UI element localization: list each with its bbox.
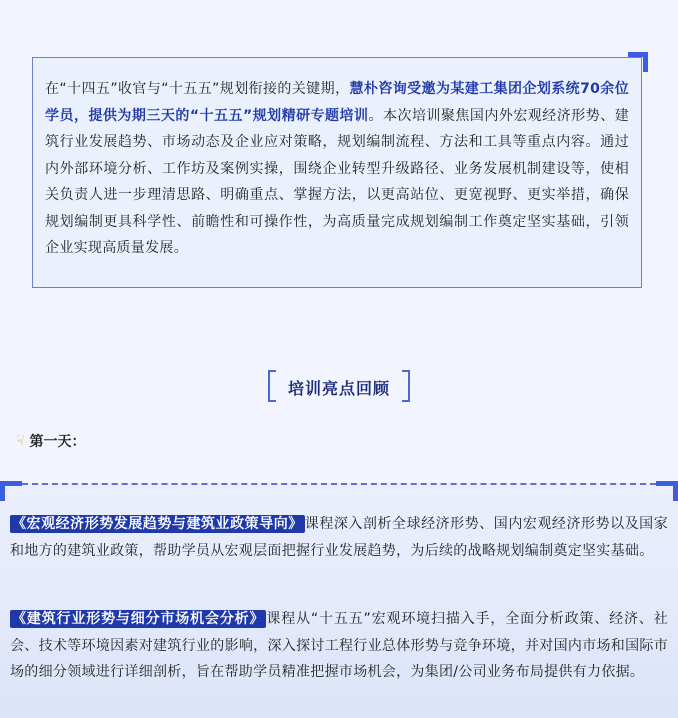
intro-corner-decoration bbox=[628, 52, 648, 72]
day-heading bbox=[16, 431, 86, 451]
section-header bbox=[262, 370, 416, 404]
intro-text-part2: 。本次培训聚焦国内外宏观经济形势、建筑行业发展趋势、市场动态及企业应对策略，规划编制流程、方法和工具等重点内容。通过内外部环境分析、工作坊及案例实操，围绕企业转型升级路径、业务发展机制建设等，使相关负责人进一步理清思路、明确重点、掌握方法，以更高站位、更宽视野、更实举措，确保规划编制更具科学性、前瞻性和可操作性，为高质量完成规划编制工作奠定坚实基础，引领企业实现高质量发展。 bbox=[45, 107, 629, 256]
course-paragraph bbox=[10, 606, 668, 686]
intro-text-part1: 在“十四五”收官与“十五五”规划衔接的关键期， bbox=[45, 81, 350, 97]
intro-highlight: 慧朴咨询受邀为某建工集团企划系统70余位学员，提供为期三天的“十五五”规划精研专题培训 bbox=[45, 81, 629, 124]
pointing-hand-icon: ☟ bbox=[16, 433, 25, 449]
course-tag: 《宏观经济形势发展趋势与建筑业政策导向》 bbox=[12, 516, 303, 532]
intro-paragraph bbox=[45, 76, 629, 262]
corner-left-decoration bbox=[0, 481, 22, 501]
course-description: 课程深入剖析全球经济形势、国内宏观经济形势以及国家和地方的建筑业政策，帮助学员从宏观层面把握行业发展趋势，为后续的战略规划编制奠定坚实基础。 bbox=[10, 516, 669, 559]
corner-right-decoration bbox=[656, 481, 678, 501]
course-description: 课程从“十五五”宏观环境扫描入手，全面分析政策、经济、社会、技术等环境因素对建筑行业的影响，深入探讨工程行业总体形势与竞争环境，并对国内市场和国际市场的细分领域进行详细剖析，旨在帮助学员精准把握市场机会，为集团/公司业务布局提供有力依据。 bbox=[10, 611, 668, 680]
dashed-divider bbox=[22, 483, 656, 485]
intro-box bbox=[32, 57, 642, 288]
day-label: 第一天： bbox=[29, 434, 86, 450]
right-bracket-decoration bbox=[402, 370, 410, 402]
course-tag: 《建筑行业形势与细分市场机会分析》 bbox=[12, 611, 265, 627]
section-title: 培训亮点回顾 bbox=[287, 379, 390, 398]
course-paragraph bbox=[10, 511, 668, 564]
